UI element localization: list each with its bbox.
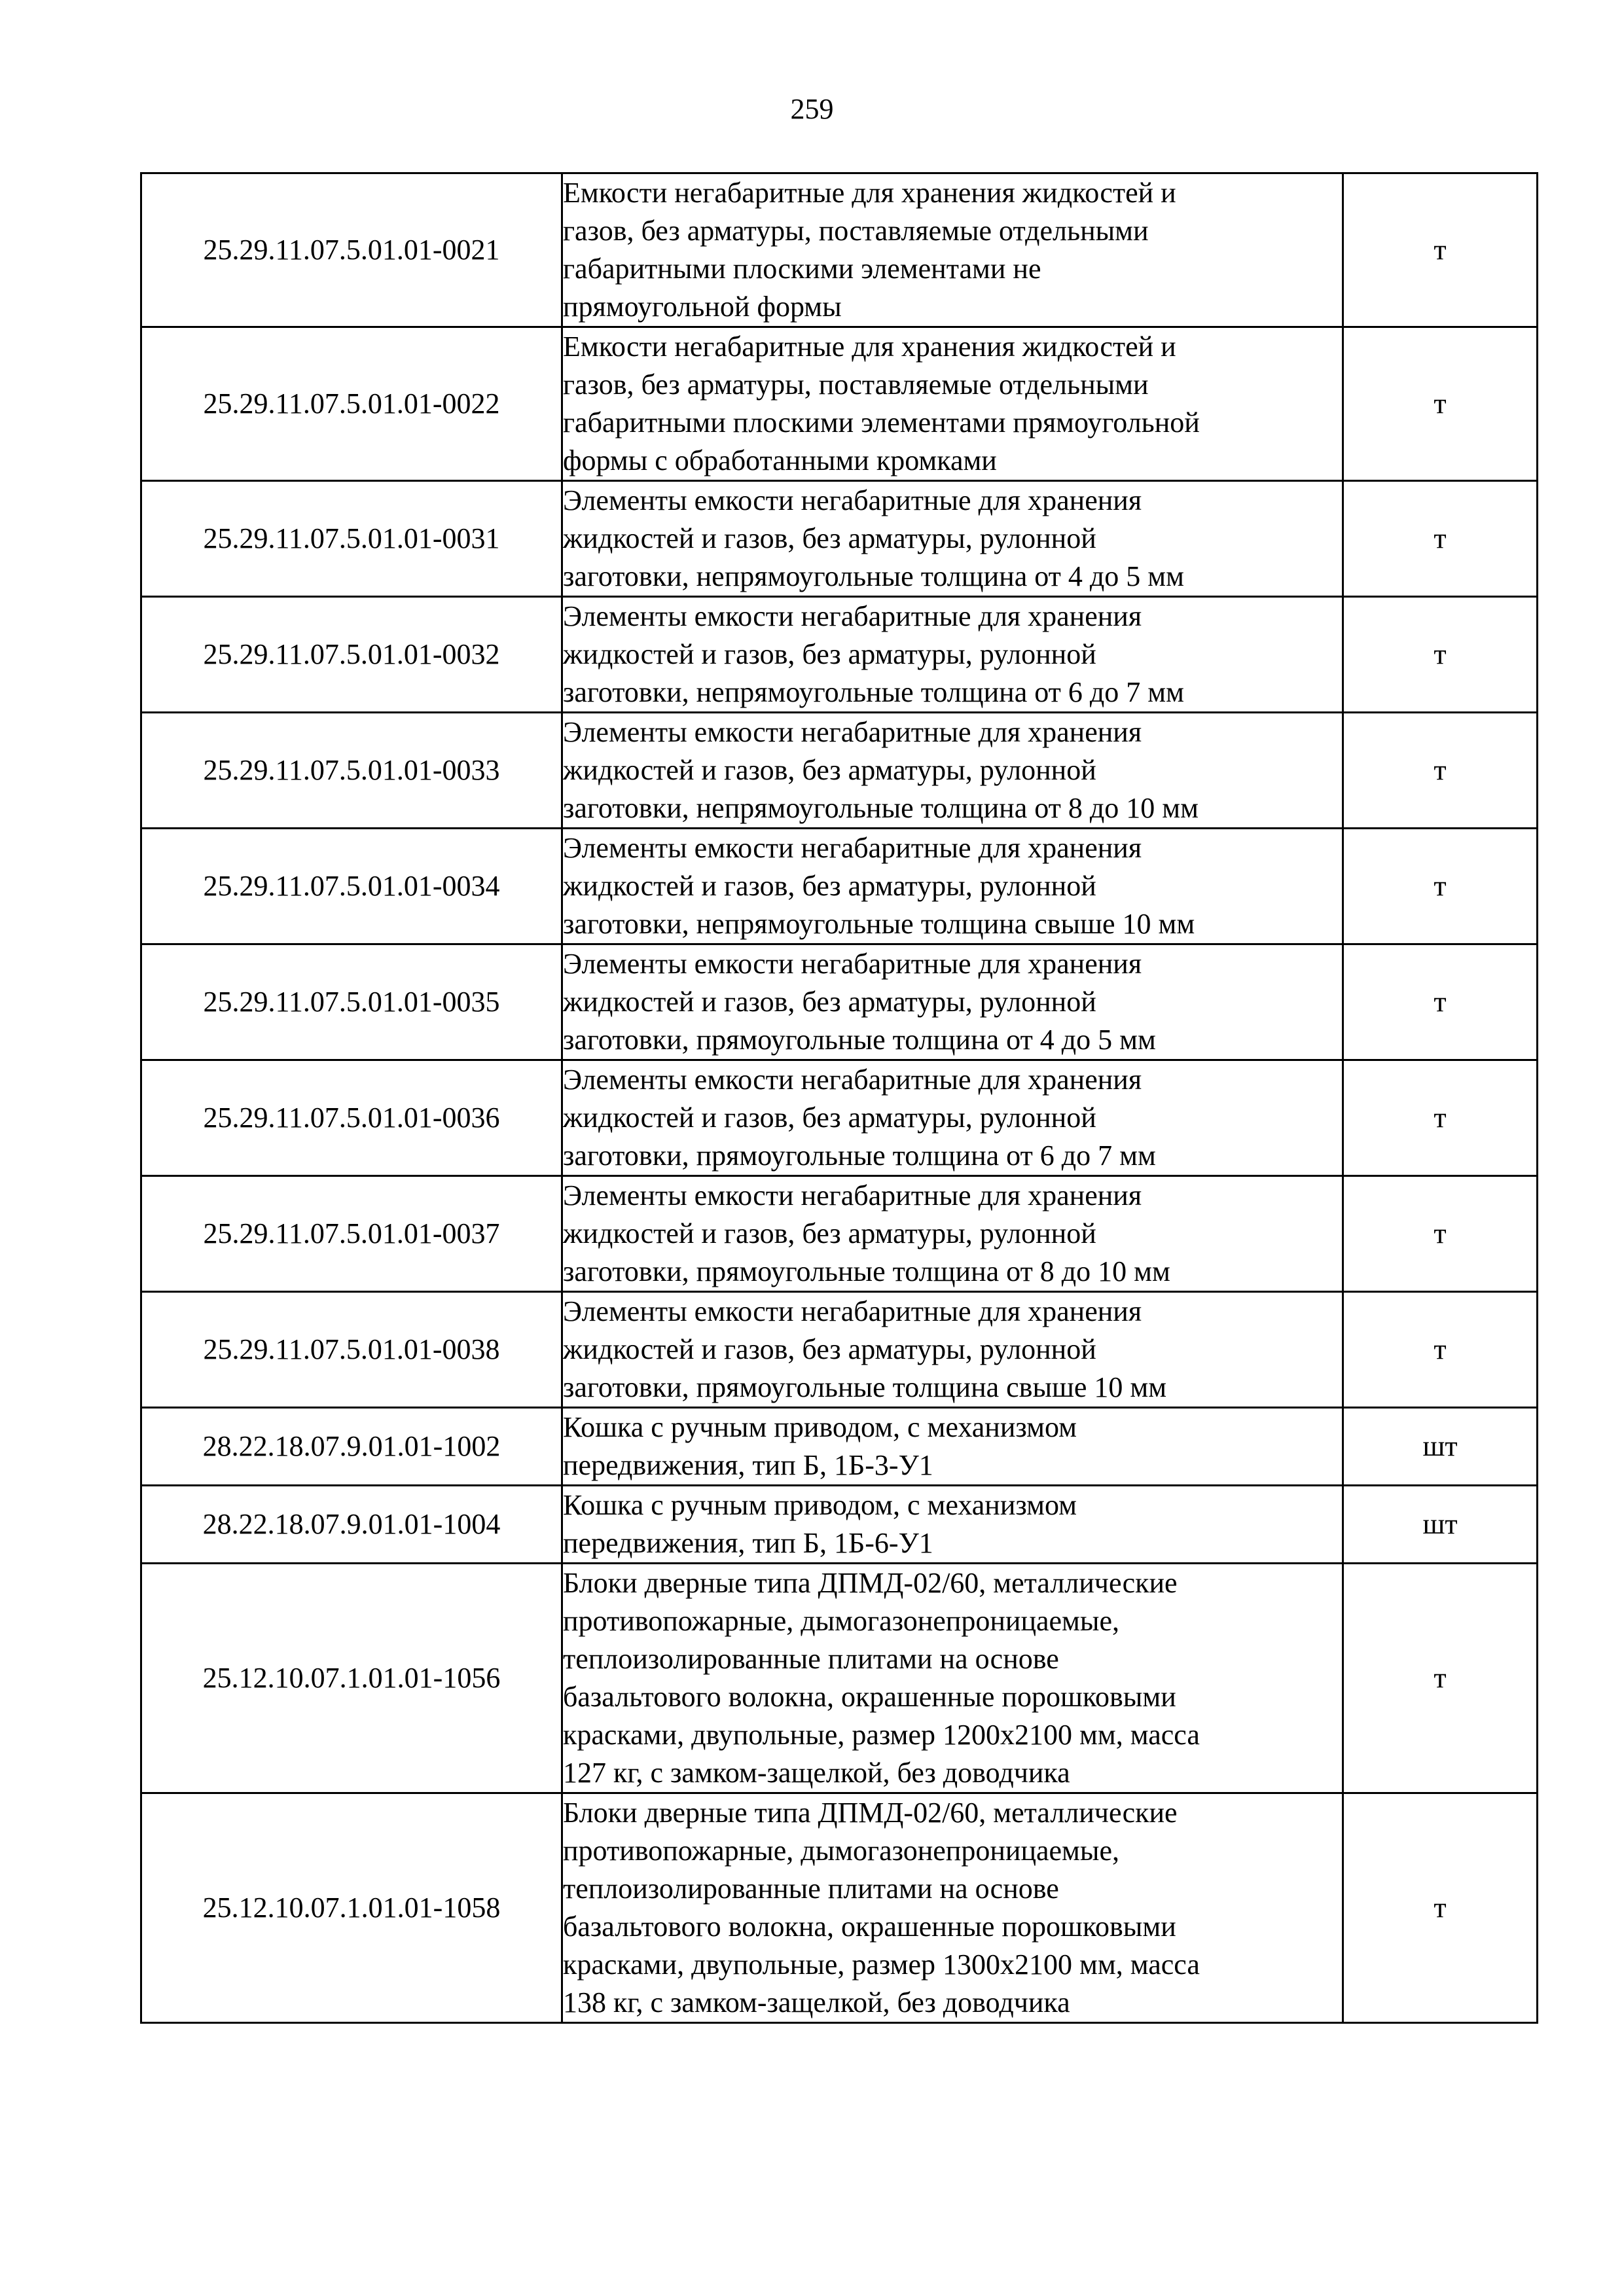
unit-cell: шт	[1343, 1408, 1538, 1486]
resource-name-cell	[562, 1292, 1343, 1408]
unit-cell: т	[1343, 1564, 1538, 1793]
table-row	[141, 1060, 1538, 1176]
resource-name-cell	[562, 1176, 1343, 1292]
resource-name-line: Блоки дверные типа ДПМД-02/60, металлические	[563, 1567, 1178, 1599]
resource-code-cell: 25.29.11.07.5.01.01-0022	[141, 327, 562, 481]
resource-name-line: прямоугольной формы	[563, 291, 842, 323]
table-row	[141, 829, 1538, 944]
resource-code-cell: 28.22.18.07.9.01.01-1002	[141, 1408, 562, 1486]
resource-code-cell: 25.29.11.07.5.01.01-0031	[141, 481, 562, 597]
resource-name-cell	[562, 481, 1343, 597]
resource-name-cell	[562, 327, 1343, 481]
resource-code-cell: 25.29.11.07.5.01.01-0038	[141, 1292, 562, 1408]
table-row	[141, 713, 1538, 829]
resource-code-cell: 25.29.11.07.5.01.01-0035	[141, 944, 562, 1060]
resource-name-cell	[562, 1793, 1343, 2023]
resource-code-cell: 25.12.10.07.1.01.01-1056	[141, 1564, 562, 1793]
resource-name-line: заготовки, непрямоугольные толщина от 6 до 7 мм	[563, 676, 1184, 708]
unit-cell: т	[1343, 597, 1538, 713]
resource-name-cell	[562, 713, 1343, 829]
table-row	[141, 481, 1538, 597]
table-row	[141, 1564, 1538, 1793]
resource-name-line: габаритными плоскими элементами прямоугольной	[563, 406, 1200, 439]
resource-name-cell	[562, 1060, 1343, 1176]
resource-name-line: жидкостей и газов, без арматуры, рулонной	[563, 1217, 1096, 1249]
unit-cell: т	[1343, 1793, 1538, 2023]
table-row	[141, 1486, 1538, 1564]
resource-name-cell	[562, 1564, 1343, 1793]
resource-name-line: 138 кг, с замком-защелкой, без доводчика	[563, 1986, 1070, 2018]
resource-name-line: жидкостей и газов, без арматуры, рулонной	[563, 1102, 1096, 1134]
resource-name-line: Блоки дверные типа ДПМД-02/60, металлические	[563, 1797, 1178, 1829]
unit-cell: т	[1343, 713, 1538, 829]
unit-cell: т	[1343, 829, 1538, 944]
table-row	[141, 1176, 1538, 1292]
unit-cell: шт	[1343, 1486, 1538, 1564]
resource-name-line: 127 кг, с замком-защелкой, без доводчика	[563, 1757, 1070, 1789]
resource-name-line: Элементы емкости негабаритные для хранения	[563, 1179, 1142, 1211]
unit-cell: т	[1343, 1292, 1538, 1408]
unit-cell: т	[1343, 327, 1538, 481]
table-row	[141, 1292, 1538, 1408]
resource-code-cell: 25.29.11.07.5.01.01-0034	[141, 829, 562, 944]
resource-name-line: заготовки, прямоугольные толщина от 8 до 10 мм	[563, 1255, 1170, 1287]
resource-code-cell: 25.29.11.07.5.01.01-0033	[141, 713, 562, 829]
resource-name-line: жидкостей и газов, без арматуры, рулонной	[563, 986, 1096, 1018]
resource-name-line: заготовки, непрямоугольные толщина от 4 до 5 мм	[563, 560, 1184, 592]
resource-name-cell	[562, 944, 1343, 1060]
page-number: 259	[790, 93, 834, 125]
resource-name-line: Кошка с ручным приводом, с механизмом	[563, 1489, 1077, 1521]
resource-name-line: теплоизолированные плитами на основе	[563, 1873, 1059, 1905]
unit-cell: т	[1343, 173, 1538, 327]
unit-cell: т	[1343, 1176, 1538, 1292]
resource-name-line: газов, без арматуры, поставляемые отдельными	[563, 215, 1149, 247]
resource-code-cell: 25.29.11.07.5.01.01-0021	[141, 173, 562, 327]
materials-table	[140, 172, 1538, 2024]
resource-name-line: заготовки, прямоугольные толщина свыше 10 мм	[563, 1371, 1167, 1403]
resource-name-line: габаритными плоскими элементами не	[563, 253, 1041, 285]
resource-name-line: теплоизолированные плитами на основе	[563, 1643, 1059, 1675]
resource-name-line: Элементы емкости негабаритные для хранения	[563, 1295, 1142, 1327]
resource-name-line: Элементы емкости негабаритные для хранения	[563, 1064, 1142, 1096]
unit-cell: т	[1343, 1060, 1538, 1176]
resource-name-cell	[562, 173, 1343, 327]
resource-name-line: газов, без арматуры, поставляемые отдельными	[563, 368, 1149, 401]
resource-name-line: Элементы емкости негабаритные для хранения	[563, 484, 1142, 516]
resource-name-line: Емкости негабаритные для хранения жидкостей и	[563, 331, 1176, 363]
resource-name-line: Емкости негабаритные для хранения жидкостей и	[563, 177, 1176, 209]
table-row	[141, 944, 1538, 1060]
resource-name-line: жидкостей и газов, без арматуры, рулонной	[563, 638, 1096, 670]
resource-name-line: жидкостей и газов, без арматуры, рулонной	[563, 1333, 1096, 1365]
resource-name-line: Элементы емкости негабаритные для хранения	[563, 600, 1142, 632]
resource-name-line: жидкостей и газов, без арматуры, рулонной	[563, 870, 1096, 902]
resource-name-line: базальтового волокна, окрашенные порошковыми	[563, 1681, 1176, 1713]
resource-name-line: красками, двупольные, размер 1200х2100 мм, масса	[563, 1719, 1200, 1751]
resource-name-line: противопожарные, дымогазонепроницаемые,	[563, 1605, 1119, 1637]
resource-name-line: Элементы емкости негабаритные для хранения	[563, 716, 1142, 748]
resource-name-line: жидкостей и газов, без арматуры, рулонной	[563, 754, 1096, 786]
table-row	[141, 173, 1538, 327]
resource-name-line: Кошка с ручным приводом, с механизмом	[563, 1411, 1077, 1443]
resource-name-line: передвижения, тип Б, 1Б-3-У1	[563, 1449, 933, 1481]
resource-code-cell: 25.29.11.07.5.01.01-0032	[141, 597, 562, 713]
resource-name-line: жидкостей и газов, без арматуры, рулонной	[563, 522, 1096, 554]
resource-name-line: заготовки, непрямоугольные толщина свыше 10 мм	[563, 908, 1195, 940]
unit-cell: т	[1343, 944, 1538, 1060]
table-row	[141, 1793, 1538, 2023]
resource-name-cell	[562, 597, 1343, 713]
resource-code-cell: 25.29.11.07.5.01.01-0037	[141, 1176, 562, 1292]
resource-name-line: красками, двупольные, размер 1300х2100 мм, масса	[563, 1948, 1200, 1981]
table-body	[141, 173, 1538, 2023]
table-row	[141, 327, 1538, 481]
table-row	[141, 1408, 1538, 1486]
resource-name-line: передвижения, тип Б, 1Б-6-У1	[563, 1527, 933, 1559]
resource-name-line: противопожарные, дымогазонепроницаемые,	[563, 1835, 1119, 1867]
resource-code-cell: 25.29.11.07.5.01.01-0036	[141, 1060, 562, 1176]
unit-cell: т	[1343, 481, 1538, 597]
resource-name-cell	[562, 829, 1343, 944]
resource-name-line: заготовки, прямоугольные толщина от 4 до 5 мм	[563, 1024, 1156, 1056]
resource-name-cell	[562, 1486, 1343, 1564]
table-row	[141, 597, 1538, 713]
resource-name-line: Элементы емкости негабаритные для хранения	[563, 948, 1142, 980]
resource-name-line: Элементы емкости негабаритные для хранения	[563, 832, 1142, 864]
resource-code-cell: 28.22.18.07.9.01.01-1004	[141, 1486, 562, 1564]
resource-name-cell	[562, 1408, 1343, 1486]
resource-name-line: заготовки, непрямоугольные толщина от 8 до 10 мм	[563, 792, 1199, 824]
resource-name-line: заготовки, прямоугольные толщина от 6 до 7 мм	[563, 1139, 1156, 1172]
resource-name-line: базальтового волокна, окрашенные порошковыми	[563, 1910, 1176, 1943]
resource-name-line: формы с обработанными кромками	[563, 444, 997, 476]
resource-code-cell: 25.12.10.07.1.01.01-1058	[141, 1793, 562, 2023]
